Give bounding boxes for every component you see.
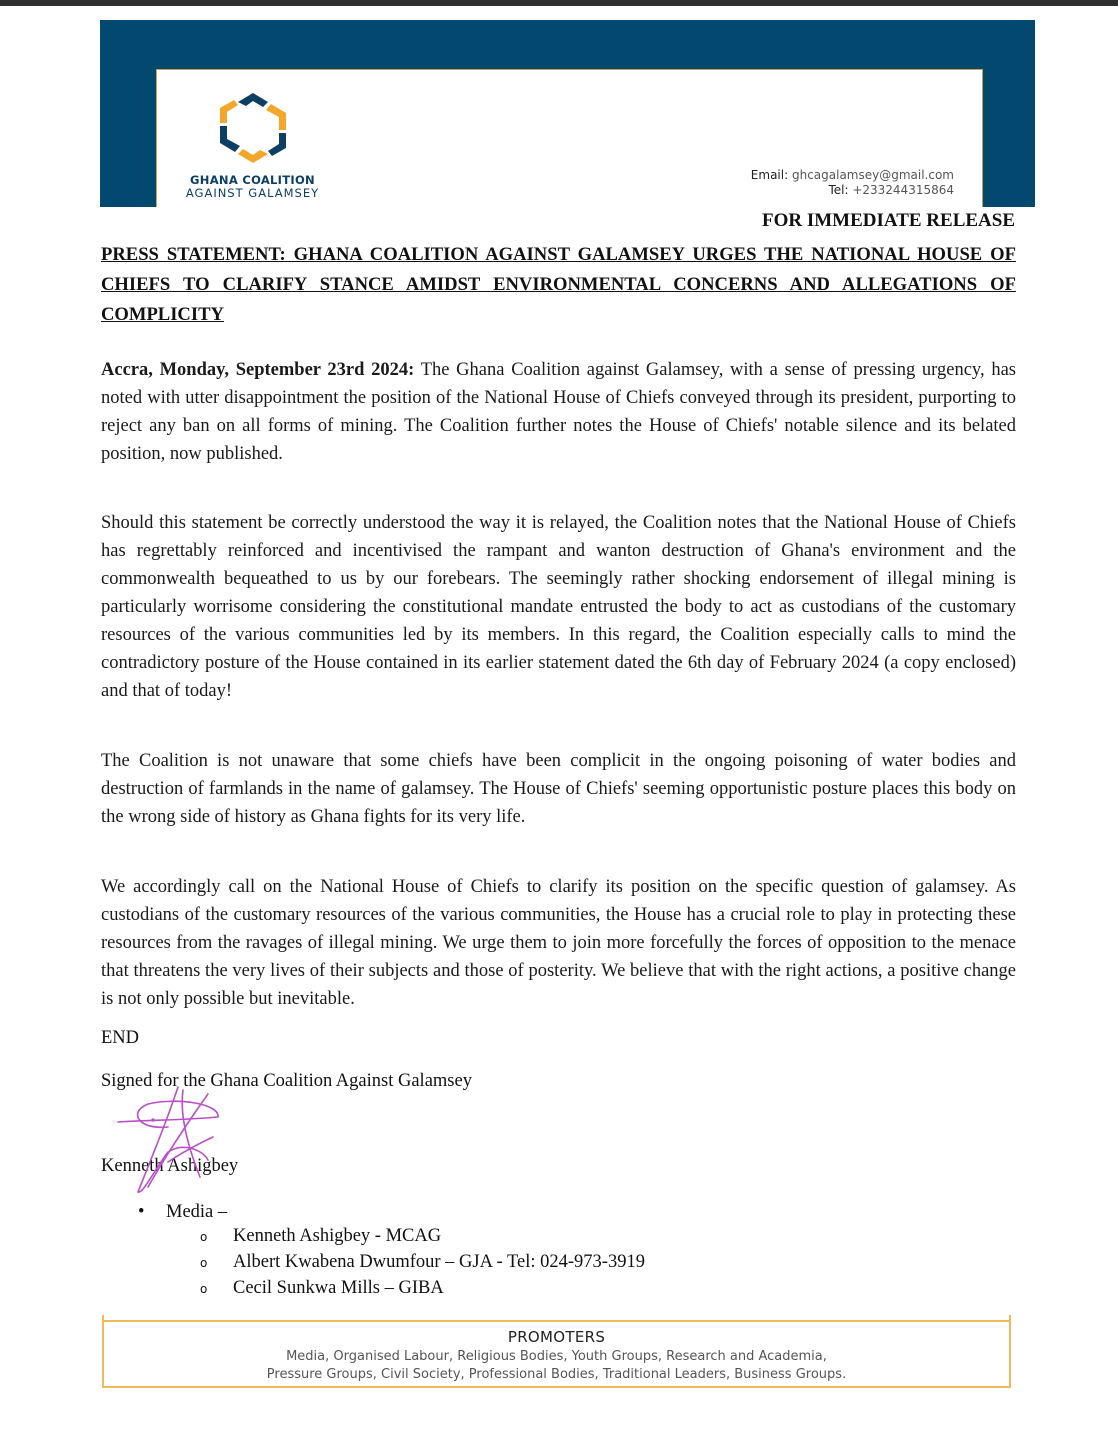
org-name-line1: GHANA COALITION bbox=[190, 173, 315, 187]
promoters-footer bbox=[102, 1320, 1011, 1388]
logo-hexagon-segments bbox=[220, 93, 286, 163]
org-name-line2: AGAINST GALAMSEY bbox=[185, 186, 320, 200]
promoters-line-2: Pressure Groups, Civil Society, Professional Bodies, Traditional Leaders, Business Groups. bbox=[266, 1367, 847, 1382]
media-contact-text: Albert Kwabena Dwumfour – GJA - Tel: 024-973-3919 bbox=[233, 1252, 645, 1272]
media-contact bbox=[200, 1278, 444, 1299]
press-statement-title: PRESS STATEMENT: GHANA COALITION AGAINST GALAMSEY URGES THE NATIONAL HOUSE OF CHIEFS TO CLARIFY STANCE AMIDST ENVIRONMENTAL CONCERNS AND ALLEGATIONS OF COMPLICITY bbox=[101, 244, 1016, 325]
bullet-icon: • bbox=[138, 1202, 145, 1222]
media-contact bbox=[200, 1252, 645, 1273]
release-label: FOR IMMEDIATE RELEASE bbox=[761, 210, 1015, 231]
coalition-logo-icon bbox=[208, 86, 298, 170]
media-label: Media – bbox=[166, 1202, 228, 1222]
paragraph-3: The Coalition is not unaware that some chiefs have been complicit in the ongoing poisoning of water bodies and destruction of farmlands in the name of galamsey. The House of Chiefs' seeming opportunistic posture places this body on the wrong side of history as Ghana fights for its very life. bbox=[101, 751, 1016, 827]
hollow-bullet-icon: o bbox=[200, 1230, 208, 1244]
paragraph-1 bbox=[101, 356, 1016, 468]
contact-info bbox=[751, 168, 954, 198]
dateline: Accra, Monday, September 23rd 2024: bbox=[101, 360, 415, 380]
hollow-bullet-icon: o bbox=[200, 1282, 208, 1296]
email-address[interactable]: ghcagalamsey@gmail.com bbox=[791, 168, 954, 182]
organization-name bbox=[170, 174, 335, 200]
media-contact bbox=[200, 1226, 441, 1247]
media-contact-text: Cecil Sunkwa Mills – GIBA bbox=[233, 1278, 444, 1298]
media-list bbox=[138, 1199, 227, 1225]
phone-line bbox=[751, 183, 954, 198]
phone-number: +233244315864 bbox=[852, 183, 954, 197]
signer-name: Kenneth Ashigbey bbox=[101, 1156, 239, 1176]
media-contact-text: Kenneth Ashigbey - MCAG bbox=[233, 1226, 442, 1246]
end-marker: END bbox=[101, 1028, 140, 1048]
promoters-line-1: Media, Organised Labour, Religious Bodies, Youth Groups, Research and Academia, bbox=[286, 1349, 827, 1364]
paragraph-4: We accordingly call on the National House of Chiefs to clarify its position on the specific question of galamsey. As custodians of the customary resources of the various communities, the House has a crucial role to play in protecting these resources from the ravages of illegal mining. We urge them to join more forcefully the forces of opposition to the menace that threatens the very lives of their subjects and those of posterity. We believe that with the right actions, a positive change is not only possible but inevitable. bbox=[101, 877, 1016, 1009]
email-line bbox=[751, 168, 954, 183]
signed-for-line: Signed for the Ghana Coalition Against Galamsey bbox=[101, 1071, 472, 1091]
hollow-bullet-icon: o bbox=[200, 1256, 208, 1270]
email-label: Email: bbox=[750, 168, 789, 182]
viewer-top-bar bbox=[0, 0, 1118, 6]
paragraph-2: Should this statement be correctly understood the way it is relayed, the Coalition notes that the National House of Chiefs has regrettably reinforced and incentivised the rampant and wanton destruction of Ghana's environment and the commonwealth bequeathed to us by our forebears. The seemingly rather shocking endorsement of illegal mining is particularly worrisome considering the constitutional mandate entrusted the body to act as custodians of the customary resources of the various communities led by its members. In this regard, the Coalition especially calls to mind the contradictory posture of the House contained in its earlier statement dated the 6th day of February 2024 (a copy enclosed) and that of today! bbox=[101, 513, 1016, 701]
promoters-heading: PROMOTERS bbox=[507, 1328, 606, 1346]
handwritten-signature-icon bbox=[108, 1082, 228, 1202]
tel-label: Tel: bbox=[828, 183, 849, 197]
paragraph-1-text: The Ghana Coalition against Galamsey, with a sense of pressing urgency, has noted with utter disappointment the position of the National House of Chiefs conveyed through its president, purporting to reject any ban on all forms of mining. The Coalition further notes the House of Chiefs' notable silence and its belated position, now published. bbox=[101, 360, 1016, 464]
